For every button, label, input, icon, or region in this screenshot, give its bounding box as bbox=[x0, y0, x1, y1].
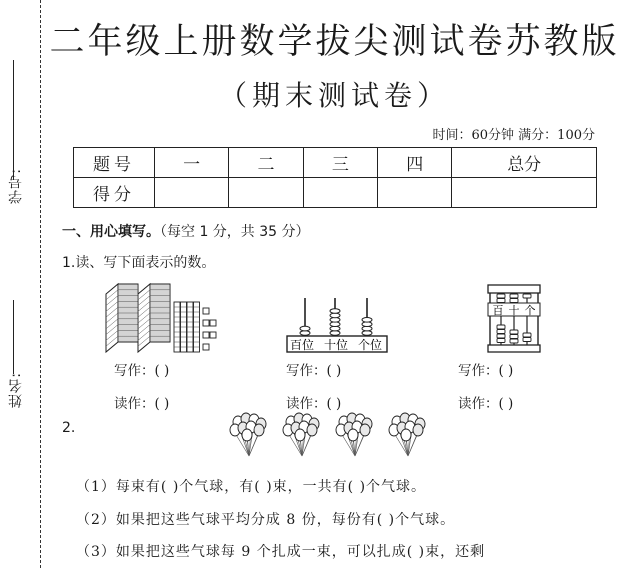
unit-cube bbox=[203, 344, 209, 350]
unit-cube bbox=[203, 332, 209, 338]
name-line bbox=[13, 300, 14, 374]
q2-number: 2. bbox=[62, 420, 76, 436]
name-label: 姓名: bbox=[8, 372, 24, 408]
score-header-cell: 题号 bbox=[74, 148, 155, 178]
section-heading bbox=[62, 221, 310, 241]
counter-bead bbox=[497, 330, 505, 334]
score-table bbox=[73, 147, 597, 208]
balloon-bunch bbox=[230, 413, 266, 456]
read-answer-3[interactable]: 读作：( ) bbox=[458, 396, 514, 412]
read-answer-1[interactable]: 读作：( ) bbox=[114, 396, 170, 412]
score-header-cell: 一 bbox=[155, 148, 229, 178]
score-header-cell: 三 bbox=[303, 148, 377, 178]
counter-bead bbox=[523, 294, 531, 298]
counter-bead bbox=[497, 339, 505, 343]
counter-bead bbox=[510, 330, 518, 334]
counter-bead bbox=[497, 325, 505, 329]
q1-prompt: 1.读、写下面表示的数。 bbox=[62, 255, 216, 271]
score-cell[interactable] bbox=[452, 178, 597, 208]
ten-rod bbox=[174, 302, 180, 352]
score-header-cell: 总分 bbox=[452, 148, 597, 178]
abacus-label-ones: 个位 bbox=[357, 338, 383, 352]
score-header-cell: 二 bbox=[229, 148, 303, 178]
counter-bead bbox=[497, 334, 505, 338]
abacus-label-hundreds: 百位 bbox=[289, 338, 315, 352]
counter-bead bbox=[510, 299, 518, 303]
unit-cube bbox=[210, 332, 216, 338]
q2-part1: （1）每束有( )个气球，有( )束，一共有( )个气球。 bbox=[76, 479, 427, 495]
abacus-bead bbox=[330, 309, 340, 314]
balloon-bunch bbox=[389, 413, 425, 456]
write-answer-2[interactable]: 写作：( ) bbox=[286, 363, 342, 379]
counter-bead bbox=[523, 333, 531, 337]
counter-bead bbox=[497, 294, 505, 298]
score-cell[interactable] bbox=[378, 178, 452, 208]
ten-rod bbox=[187, 302, 193, 352]
abacus-figure bbox=[284, 296, 390, 356]
counter-bead bbox=[510, 294, 518, 298]
section-note: （每空 1 分，共 35 分） bbox=[160, 224, 310, 240]
unit-cube bbox=[203, 320, 209, 326]
counter-frame-figure bbox=[485, 283, 545, 355]
abacus-bead bbox=[362, 318, 372, 323]
score-cell[interactable] bbox=[229, 178, 303, 208]
abacus-label-tens: 十位 bbox=[323, 338, 349, 352]
page-subtitle: （期末测试卷） bbox=[218, 79, 450, 112]
student-no-label: 学号: bbox=[8, 168, 24, 204]
counter-label-tens: 十 bbox=[508, 304, 520, 317]
score-value-row bbox=[74, 178, 597, 208]
counter-bead bbox=[510, 339, 518, 343]
counter-bead bbox=[510, 335, 518, 339]
abacus-bead bbox=[300, 326, 310, 331]
unit-cube bbox=[210, 320, 216, 326]
counter-label-ones: 个 bbox=[524, 304, 536, 317]
balloon-bunch bbox=[336, 413, 372, 456]
read-answer-2[interactable]: 读作：( ) bbox=[286, 396, 342, 412]
hundred-flat bbox=[106, 284, 138, 352]
write-answer-1[interactable]: 写作：( ) bbox=[114, 363, 170, 379]
score-header-cell: 四 bbox=[378, 148, 452, 178]
balloon-bunch bbox=[283, 413, 319, 456]
base-ten-blocks-figure bbox=[104, 282, 214, 357]
counter-bead bbox=[497, 299, 505, 303]
hundred-flat bbox=[138, 284, 170, 352]
ten-rod bbox=[194, 302, 200, 352]
counter-label-hundreds: 百 bbox=[492, 304, 504, 317]
write-answer-3[interactable]: 写作：( ) bbox=[458, 363, 514, 379]
counter-bead bbox=[523, 338, 531, 342]
q2-part2: （2）如果把这些气球平均分成 8 份，每份有( )个气球。 bbox=[76, 512, 456, 528]
score-row-label: 得分 bbox=[74, 178, 155, 208]
page-title: 二年级上册数学拔尖测试卷苏教版 bbox=[49, 22, 620, 62]
time-info: 时间：60分钟 满分：100分 bbox=[432, 128, 595, 143]
unit-cube bbox=[203, 308, 209, 314]
score-cell[interactable] bbox=[303, 178, 377, 208]
ten-rod bbox=[181, 302, 187, 352]
score-header-row bbox=[74, 148, 597, 178]
score-cell[interactable] bbox=[155, 178, 229, 208]
section-title: 一、用心填写。 bbox=[62, 224, 160, 240]
balloon-bunches-figure bbox=[226, 414, 436, 464]
q2-part3: （3）如果把这些气球每 9 个扎成一束，可以扎成( )束，还剩 bbox=[76, 544, 486, 560]
